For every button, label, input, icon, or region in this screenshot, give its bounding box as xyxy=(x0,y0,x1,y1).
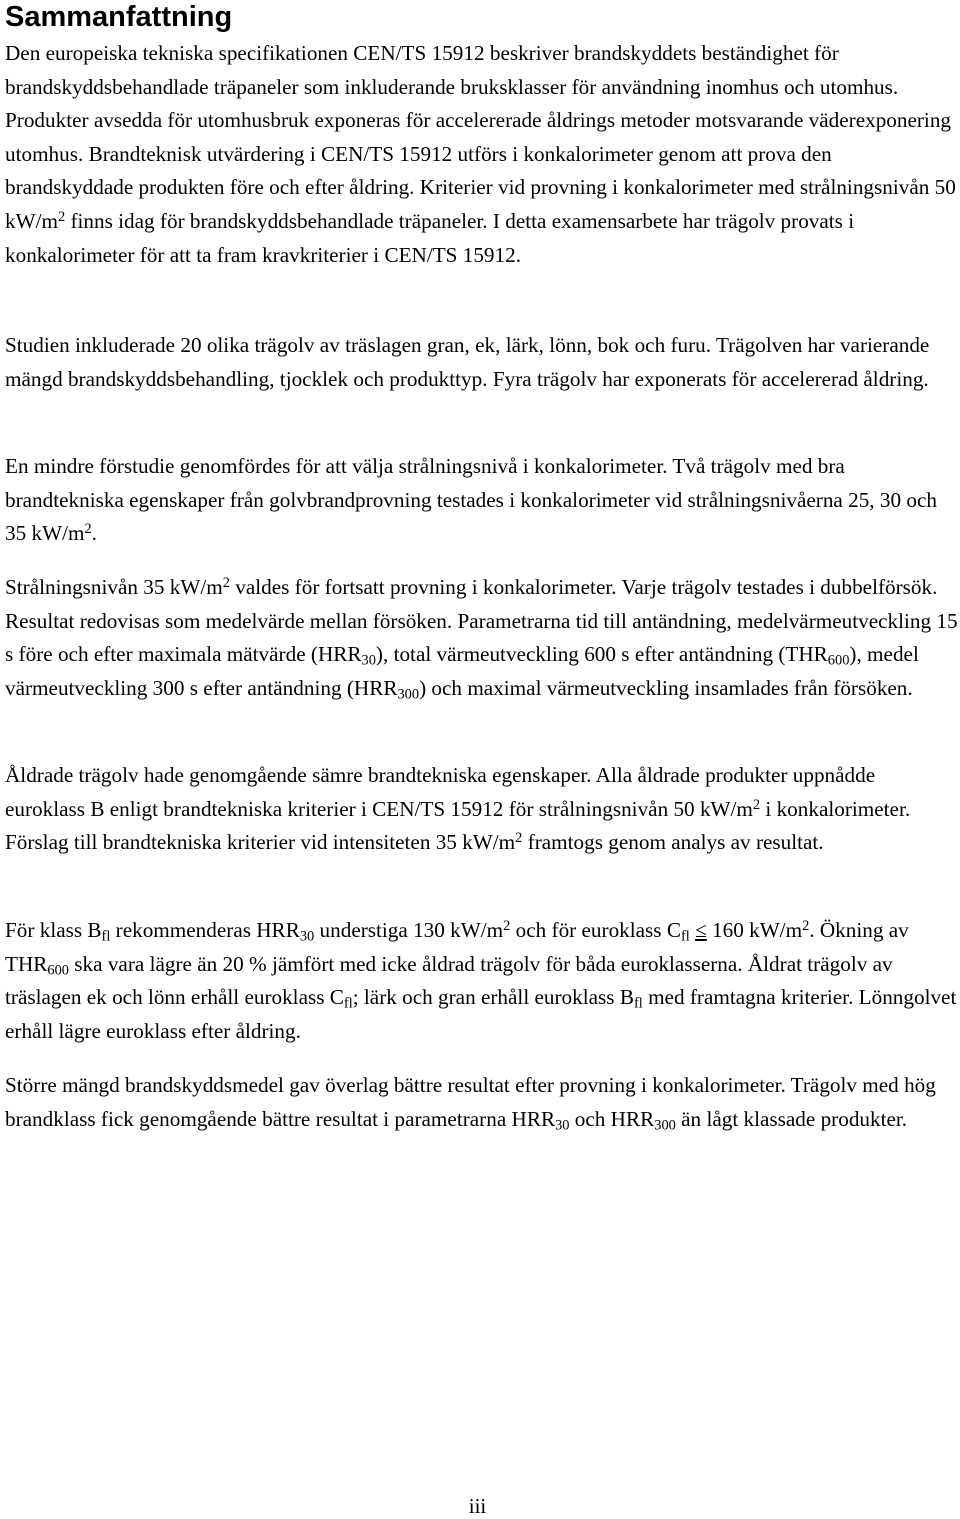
p6-text-a: För klass B xyxy=(5,918,102,942)
p6-text-c: understiga 130 kW/m xyxy=(314,918,504,942)
p6-sub-5: fl xyxy=(343,995,353,1012)
p6-text-b: rekommenderas HRR xyxy=(110,918,300,942)
p1-text-b: finns idag för brandskyddsbehandlade träpaneler. I detta examensarbete har trägolv provats i konkalorimeter för att ta fram kravkriterier i CEN/TS 15912. xyxy=(5,208,855,267)
page-number: iii xyxy=(468,1494,487,1518)
p6-text-h: ska vara lägre än 20 % jämfört med icke åldrad trägolv för båda euroklasserna. Åldrat trägolv av träslagen ek och lönn erhåll euroklass C xyxy=(5,951,893,1010)
p6-sub-1: fl xyxy=(101,928,111,945)
p6-text-f: 160 kW/m xyxy=(706,918,803,942)
p4-text-d: ), medel värmeutveckling 300 s efter antändning (HRR xyxy=(5,642,919,700)
p7-text-b: och HRR xyxy=(569,1106,655,1131)
p1-text-a: Den europeiska tekniska specifikationen CEN/TS 15912 beskriver brandskyddets beständighet för brandskyddsbehandlade träpaneler som inkluderande bruksklasser för användning inomhus och utomhus. Produkter avsedda för utomhusbruk exponeras för accelererade åldrings metoder motsvarande väderexponering utomhus. Brandteknisk utvärdering i CEN/TS 15912 utförs i konkalorimeter genom att prova den brandskyddade produkten före och efter åldring. Kriterier vid provning i konkalorimeter med strålningsnivån 50 kW/m xyxy=(5,41,956,233)
p6-text-d: och för euroklass C xyxy=(510,918,681,942)
p7-sub-1: 30 xyxy=(555,1117,570,1134)
paragraph-6 xyxy=(5,914,960,1048)
p6-sub-3: fl xyxy=(680,928,690,945)
p6-sub-6: fl xyxy=(633,995,643,1012)
p5-text-c: framtogs genom analys av resultat. xyxy=(522,830,824,855)
less-equal-symbol: ≤ xyxy=(695,918,707,942)
paragraph-5 xyxy=(5,759,960,860)
paragraph-3 xyxy=(5,450,960,551)
paragraph-4 xyxy=(5,571,960,705)
p4-text-b: valdes för fortsatt provning i konkalorimeter. Varje trägolv testades i dubbelförsök. Resultat redovisas som medelvärde mellan försöken. Parametrarna tid till antändning, medelvärmeutveckling 15 s före och efter maximala mätvärde (HRR xyxy=(5,575,958,667)
p5-text-a: Åldrade trägolv hade genomgående sämre brandtekniska egenskaper. Alla åldrade produkter uppnådde euroklass B enligt brandtekniska kriterier i CEN/TS 15912 för strålningsnivån 50 kW/m xyxy=(5,763,876,821)
p6-sub-2: 30 xyxy=(299,928,315,945)
p5-sup-1: 2 xyxy=(752,796,761,813)
p5-sup-2: 2 xyxy=(515,829,523,846)
p5-text-b: i konkalorimeter. Förslag till brandtekniska kriterier vid intensiteten 35 kW/m xyxy=(5,796,911,855)
p6-sup-2: 2 xyxy=(802,917,810,934)
p6-text-j: med framtagna kriterier. Lönngolvet erhåll lägre euroklass efter åldring. xyxy=(5,985,957,1043)
p4-sub-1: 30 xyxy=(361,652,376,669)
paragraph-1 xyxy=(5,37,960,272)
p4-sub-2: 600 xyxy=(827,652,850,669)
p6-sup-1: 2 xyxy=(503,917,511,934)
p7-text-a: Större mängd brandskyddsmedel gav överlag bättre resultat efter provning i konkalorimeter. Trägolv med hög brandklass fick genomgående bättre resultat i parametrarna HRR xyxy=(5,1073,936,1131)
p7-text-c: än lågt klassade produkter. xyxy=(675,1106,908,1131)
paragraph-7 xyxy=(5,1069,960,1136)
p3-text-b: . xyxy=(91,521,97,546)
section-heading: Sammanfattning xyxy=(5,1,233,33)
p3-sup: 2 xyxy=(84,520,92,537)
p4-sup-1: 2 xyxy=(222,574,230,591)
p4-text-c: ), total värmeutveckling 600 s efter antändning (THR xyxy=(375,642,828,667)
p4-text-e: ) och maximal värmeutveckling insamlades från försöken. xyxy=(419,675,913,700)
p1-sup: 2 xyxy=(57,208,66,225)
p3-text-a: En mindre förstudie genomfördes för att välja strålningsnivå i konkalorimeter. Två trägolv med bra brandtekniska egenskaper från golvbrandprovning testades i konkalorimeter vid strålningsnivåerna 25, 30 och 35 kW/m xyxy=(5,454,937,546)
paragraph-2: Studien inkluderade 20 olika trägolv av träslagen gran, ek, lärk, lönn, bok och furu. Trägolven har varierande mängd brandskyddsbehandling, tjocklek och produkttyp. Fyra trägolv har exponerats för accelererad åldring. xyxy=(5,333,930,391)
p6-text-i: ; lärk och gran erhåll euroklass B xyxy=(352,985,634,1010)
p4-sub-3: 300 xyxy=(397,686,420,703)
p6-text-g: . Ökning av THR xyxy=(5,918,909,976)
p6-sub-4: 600 xyxy=(47,962,69,979)
p4-text-a: Strålningsnivån 35 kW/m xyxy=(5,575,223,599)
p7-sub-2: 300 xyxy=(654,1117,676,1134)
